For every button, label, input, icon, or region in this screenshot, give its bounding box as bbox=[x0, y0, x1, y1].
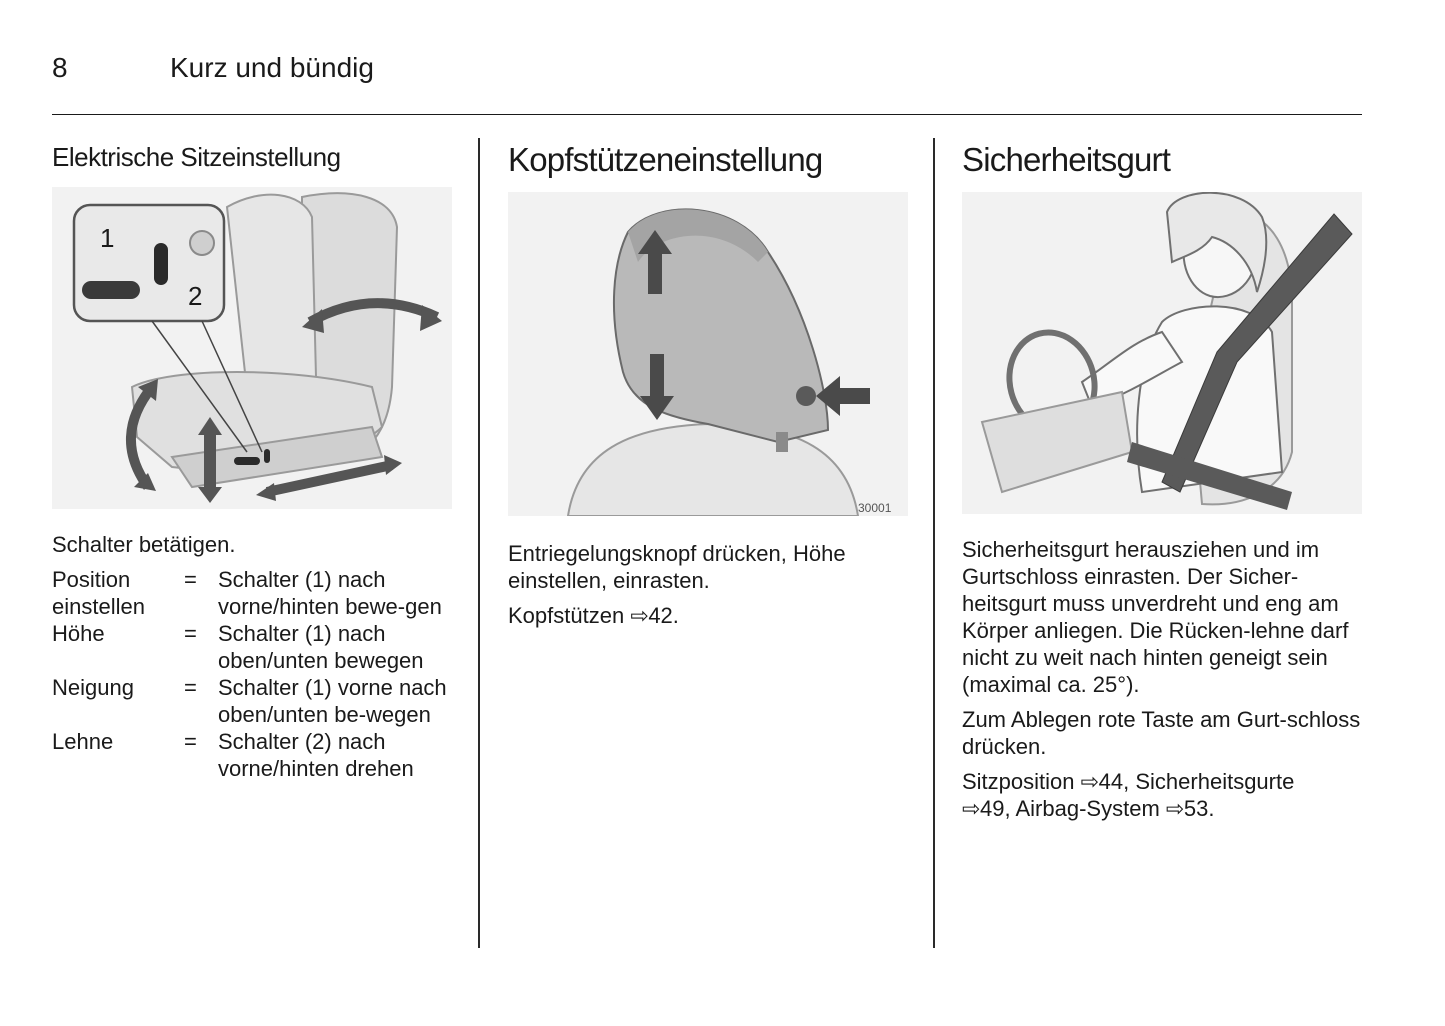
reference-label: Airbag-System bbox=[1015, 796, 1160, 821]
setting-name: Neigung bbox=[52, 675, 134, 700]
reference-label: Kopfstützen bbox=[508, 603, 625, 628]
table-row bbox=[52, 620, 454, 674]
reference-arrow-icon: ⇨ bbox=[1080, 769, 1100, 794]
reference-label: Sitzposition bbox=[962, 769, 1075, 794]
seatbelt-illustration bbox=[962, 192, 1362, 514]
reference-page[interactable]: 44, bbox=[1098, 769, 1130, 794]
equals-sign: = bbox=[184, 621, 197, 646]
table-row bbox=[52, 728, 454, 782]
reference-arrow-icon: ⇨ bbox=[630, 603, 649, 628]
setting-name: Position einstellen bbox=[52, 567, 145, 619]
table-row bbox=[52, 566, 454, 620]
page-number: 8 bbox=[52, 52, 68, 83]
reference-arrow-icon: ⇨ bbox=[962, 796, 981, 821]
equals-sign: = bbox=[184, 675, 197, 700]
reference-arrow-icon: ⇨ bbox=[1165, 796, 1185, 821]
section-seat-adjustment bbox=[52, 138, 454, 782]
equals-sign: = bbox=[184, 567, 197, 592]
setting-name: Lehne bbox=[52, 729, 114, 754]
setting-name: Höhe bbox=[52, 621, 105, 646]
column-divider-1 bbox=[478, 138, 480, 948]
section-heading: Sicherheitsgurt bbox=[962, 141, 1171, 178]
section-heading: Kopfstützeneinstellung bbox=[508, 141, 823, 178]
reference-page[interactable]: 42. bbox=[648, 603, 679, 628]
section-seatbelt bbox=[962, 138, 1364, 822]
instruction-text: Entriegelungsknopf drücken, Höhe einstellen, einrasten. bbox=[508, 541, 846, 593]
section-headrest bbox=[508, 138, 910, 629]
setting-instruction: Schalter (1) nach oben/unten bewegen bbox=[218, 621, 424, 673]
table-row bbox=[52, 674, 454, 728]
release-text: Zum Ablegen rote Taste am Gurt-schloss drücken. bbox=[962, 707, 1361, 759]
column-divider-2 bbox=[933, 138, 935, 948]
equals-sign: = bbox=[184, 729, 197, 754]
seat-settings-table bbox=[52, 566, 454, 782]
headrest-illustration bbox=[508, 192, 908, 516]
chapter-title: Kurz und bündig bbox=[170, 52, 374, 83]
reference-label: Sicherheitsgurte bbox=[1135, 769, 1295, 794]
reference-line bbox=[508, 602, 910, 629]
header-divider bbox=[52, 114, 1362, 115]
setting-instruction: Schalter (1) nach vorne/hinten bewe-gen bbox=[218, 567, 442, 619]
intro-text: Schalter betätigen. bbox=[52, 532, 236, 557]
instruction-text: Sicherheitsgurt herausziehen und im Gurtschloss einrasten. Der Sicher-heitsgurt muss unverdreht und eng am Körper anliegen. Die Rücken-lehne darf nicht zu weit nach hinten geneigt sein (maximal ca. 25°). bbox=[962, 537, 1349, 697]
reference-page[interactable]: 49, bbox=[980, 796, 1011, 821]
setting-instruction: Schalter (1) vorne nach oben/unten be-wegen bbox=[218, 675, 447, 727]
figure-label-1: 1 bbox=[100, 223, 115, 253]
reference-line bbox=[962, 768, 1364, 822]
figure-label-2: 2 bbox=[188, 281, 203, 311]
section-heading: Elektrische Sitzeinstellung bbox=[52, 142, 341, 172]
reference-page[interactable]: 53. bbox=[1183, 796, 1215, 821]
figure-code: 30001 bbox=[858, 501, 892, 515]
setting-instruction: Schalter (2) nach vorne/hinten drehen bbox=[218, 729, 414, 781]
seat-adjustment-illustration bbox=[52, 187, 452, 509]
page-header bbox=[52, 52, 1362, 92]
